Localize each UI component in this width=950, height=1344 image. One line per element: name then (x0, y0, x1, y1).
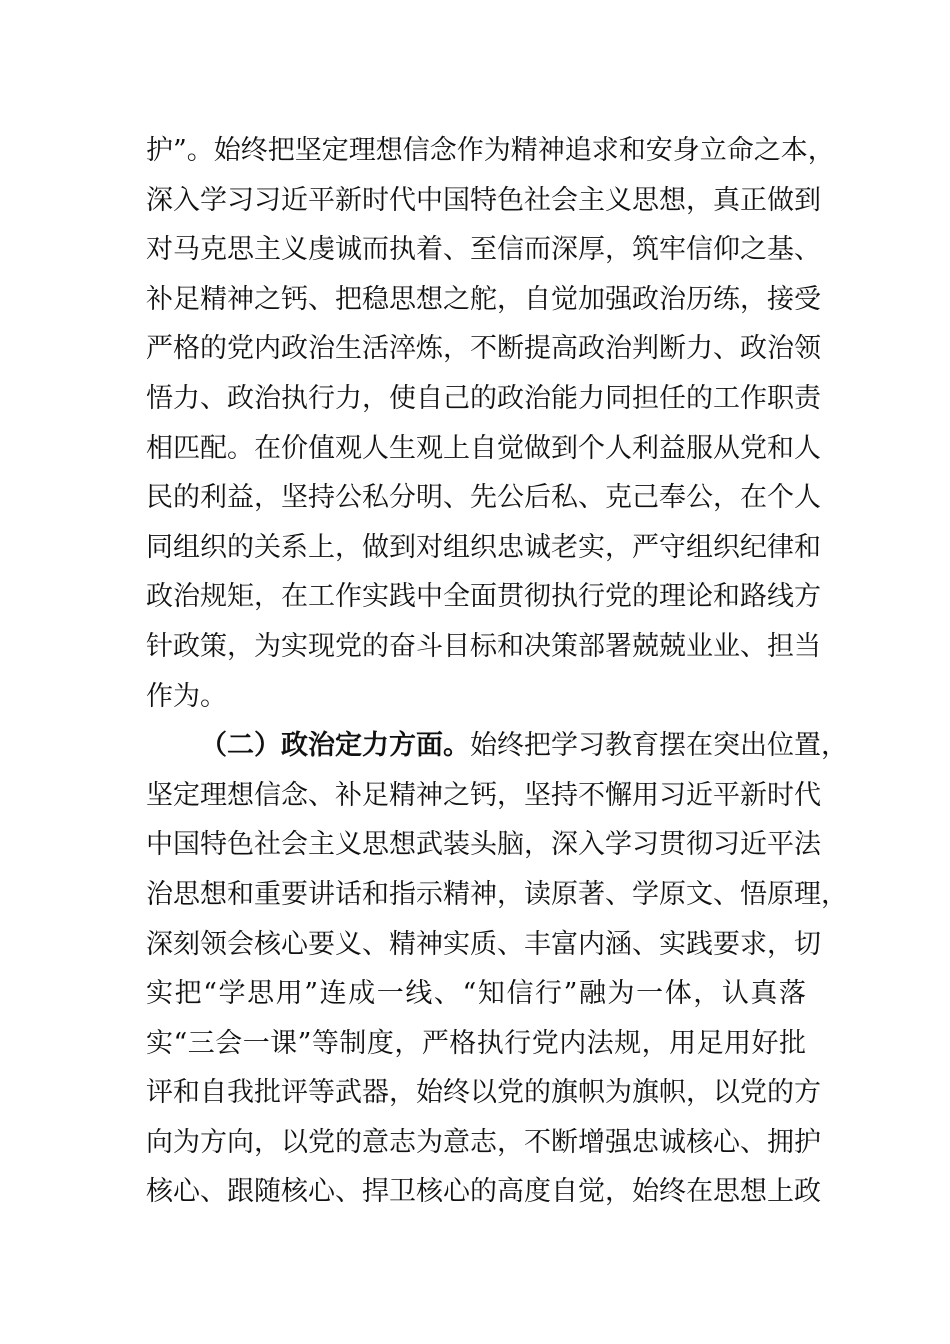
text-line: 深入学习习近平新时代中国特色社会主义思想，真正做到 (146, 184, 821, 216)
text-line: 悟力、政治执行力，使自己的政治能力同担任的工作职责 (146, 382, 821, 414)
section-2-heading: （二）政治定力方面。 (200, 730, 470, 762)
text-line: 严格的党内政治生活淬炼，不断提高政治判断力、政治领 (146, 333, 821, 365)
text-line: 深刻领会核心要义、精神实质、丰富内涵、实践要求，切 (146, 928, 821, 960)
text-line: 向为方向，以党的意志为意志，不断增强忠诚核心、拥护 (146, 1126, 821, 1158)
text-line: 作为。 (146, 680, 227, 712)
text-line: 护”。始终把坚定理想信念作为精神追求和安身立命之本， (146, 135, 835, 166)
body-text (146, 126, 848, 1217)
text-line: 对马克思主义虔诚而执着、至信而深厚，筑牢信仰之基、 (146, 234, 821, 266)
text-line: 核心、跟随核心、捍卫核心的高度自觉，始终在思想上政 (146, 1176, 821, 1208)
text-line: 相匹配。在价值观人生观上自觉做到个人利益服从党和人 (146, 432, 821, 464)
text-line: 补足精神之钙、把稳思想之舵，自觉加强政治历练，接受 (146, 283, 821, 315)
text-line: 实“三会一课”等制度，严格执行党内法规，用足用好批 (146, 1027, 806, 1059)
text-line: 中国特色社会主义思想武装头脑，深入学习贯彻习近平法 (146, 829, 821, 861)
text-line: 政治规矩，在工作实践中全面贯彻执行党的理论和路线方 (146, 581, 821, 613)
text-line: 同组织的关系上，做到对组织忠诚老实，严守组织纪律和 (146, 531, 821, 563)
section-2-first-text: 始终把学习教育摆在突出位置， (470, 730, 848, 762)
text-line: 民的利益，坚持公私分明、先公后私、克己奉公，在个人 (146, 482, 821, 514)
text-line: 坚定理想信念、补足精神之钙，坚持不懈用习近平新时代 (146, 779, 821, 811)
text-line: 治思想和重要讲话和指示精神，读原著、学原文、悟原理， (146, 878, 848, 910)
text-line: 实把“学思用”连成一线、“知信行”融为一体，认真落 (146, 978, 806, 1010)
text-line: 针政策，为实现党的奋斗目标和决策部署兢兢业业、担当 (146, 630, 821, 662)
section-2-first-line (146, 721, 848, 771)
text-line: 评和自我批评等武器，始终以党的旗帜为旗帜，以党的方 (146, 1077, 821, 1109)
